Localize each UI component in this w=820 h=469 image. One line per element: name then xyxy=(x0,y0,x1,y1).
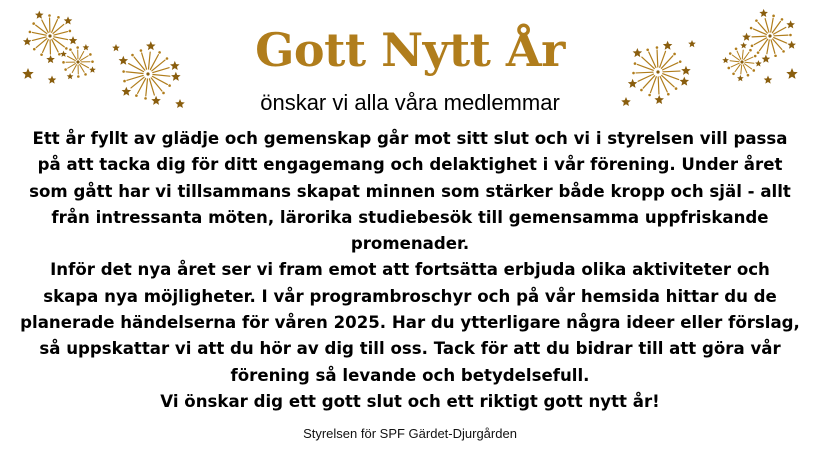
card-subtitle: önskar vi alla våra medlemmar xyxy=(260,90,560,115)
message-paragraph: Inför det nya året ser vi fram emot att fortsätta erbjuda olika aktiviteter och skapa nya möjligheter. I vår programbroschyr och på vår hemsida hittar du de planerade händelserna för våren 2025. Har du ytterligare några ideer eller förslag, så uppskattar vi att du hör av dig till oss. Tack för att du bidrar till att göra vår förening så levande och betydelsefull. xyxy=(20,260,800,385)
message-closing: Vi önskar dig ett gott slut och ett riktigt gott nytt år! xyxy=(160,391,660,411)
card-title: Gott Nytt År xyxy=(255,23,565,77)
message-paragraph: Ett år fyllt av glädje och gemenskap går mot sitt slut och vi i styrelsen vill passa på att tacka dig för ditt engagemang och delaktighet i vår förening. Under året som gått har vi tillsammans skapat minnen som stärker både kropp och själ - allt från intressanta möten, lärorika studiebesök till gemensamma uppfriskande promenader. xyxy=(29,129,791,254)
signature: Styrelsen för SPF Gärdet-Djurgården xyxy=(303,426,517,441)
greeting-message xyxy=(20,126,800,415)
